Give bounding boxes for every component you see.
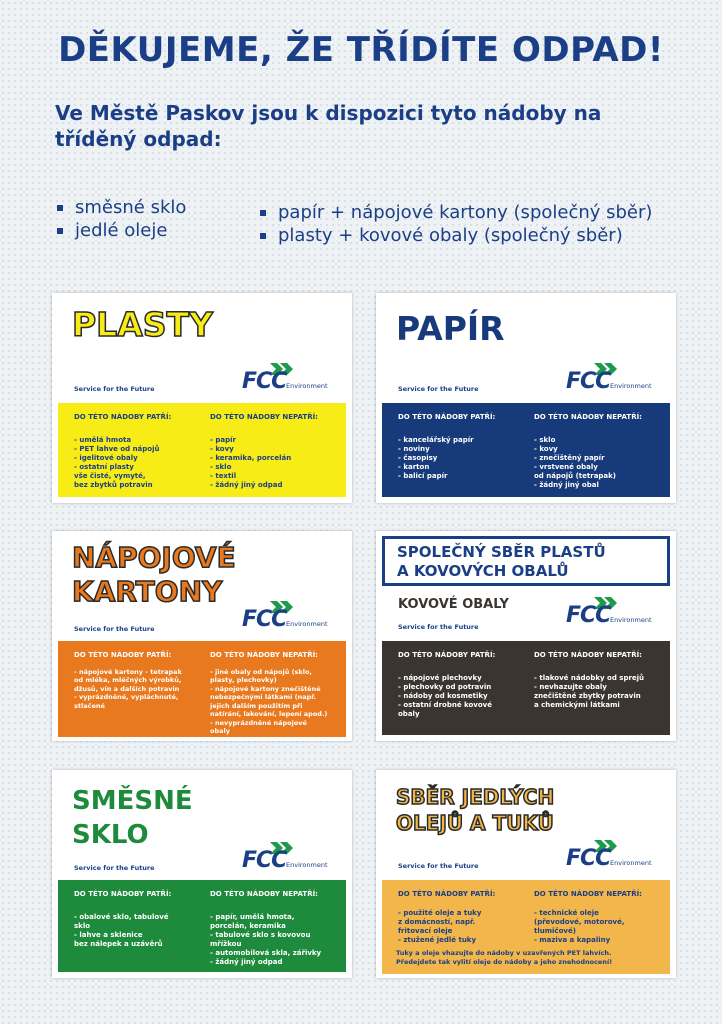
card-oleje <box>376 770 676 978</box>
card-papir <box>376 293 676 503</box>
fcc-logo: FCC Environment <box>242 842 334 872</box>
info-panel: DO TÉTO NÁDOBY PATŘÍ: - použité oleje a tuky z domácností, např. fritovací oleje - ztužené jedlé tuky DO TÉTO NÁDOBY NEPATŘÍ: - technické oleje (převodové, motorové, tlumičové) - maziva a kapaliny Tuky a oleje vhazujte do nádoby v uzavřených PET lahvích. Předejdete tak vylití oleje do nádoby a jeho znehodnocení! <box>382 880 670 974</box>
fcc-logo: FCC Environment <box>566 840 658 870</box>
page-subtitle: Ve Městě Paskov jsou k dispozici tyto nádoby na tříděný odpad: <box>55 101 602 151</box>
service-tagline: Service for the Future <box>74 864 155 872</box>
service-tagline: Service for the Future <box>74 625 155 633</box>
page-title: DĚKUJEME, ŽE TŘÍDÍTE ODPAD! <box>58 30 664 70</box>
fcc-logo: FCC Environment <box>242 363 334 393</box>
info-panel: DO TÉTO NÁDOBY PATŘÍ: - nápojové kartony - tetrapak od mléka, mléčných výrobků, džusů, vín a dalších potravin - vyprázdněné, vypláchnuté, stlačené DO TÉTO NÁDOBY NEPATŘÍ: - jiné obaly od nápojů (sklo, plasty, plechovky) - nápojové kartony znečištěné nebezpečnými látkami (např. jejich dalším použitím při natírání, lakování, lepení apod.) - nevyprázdněné nápojové obaly <box>58 641 346 737</box>
container-list-left <box>55 196 186 242</box>
card-title: PLASTY <box>72 305 213 344</box>
info-panel: DO TÉTO NÁDOBY PATŘÍ: - nápojové plechovky - plechovky od potravin - nádoby od kosmetiky - ostatní drobné kovové obaly DO TÉTO NÁDOBY NEPATŘÍ: - tlakové nádobky od sprejů - nevhazujte obaly znečištěné zbytky potravin a chemickými látkami <box>382 641 670 735</box>
list-item: jedlé oleje <box>55 219 186 242</box>
card-sklo <box>52 770 352 978</box>
service-tagline: Service for the Future <box>74 385 155 393</box>
fcc-logo: FCC Environment <box>566 597 658 627</box>
card-plasty <box>52 293 352 503</box>
info-panel: DO TÉTO NÁDOBY PATŘÍ: - obalové sklo, tabulové sklo - lahve a sklenice bez nálepek a uzávěrů DO TÉTO NÁDOBY NEPATŘÍ: - papír, umělá hmota, porcelán, keramika - tabulové sklo s kovovou mřížkou - automobilová skla, zářivky - žádný jiný odpad <box>58 880 346 972</box>
fcc-logo: FCC Environment <box>566 363 658 393</box>
service-tagline: Service for the Future <box>398 385 479 393</box>
card-title: KOVOVÉ OBALY <box>398 597 509 612</box>
card-kovy <box>376 531 676 741</box>
info-panel: DO TÉTO NÁDOBY PATŘÍ: - umělá hmota - PET lahve od nápojů - igelitové obaly - ostatní plasty vše čisté, vymyté, bez zbytků potravin DO TÉTO NÁDOBY NEPATŘÍ: - papír - kovy - keramika, porcelán - sklo - textil - žádný jiný odpad <box>58 403 346 497</box>
service-tagline: Service for the Future <box>398 862 479 870</box>
list-item: směsné sklo <box>55 196 186 219</box>
info-panel: DO TÉTO NÁDOBY PATŘÍ: - kancelářský papír - noviny - časopisy - karton - balicí papír DO TÉTO NÁDOBY NEPATŘÍ: - sklo - kovy - znečištěný papír - vrstvené obaly od nápojů (tetrapak) - žádný jiný obal <box>382 403 670 497</box>
service-tagline: Service for the Future <box>398 623 479 631</box>
card-title: SBĚR JEDLÝCH OLEJŮ A TUKŮ <box>396 785 555 835</box>
card-kartony <box>52 531 352 741</box>
card-title: SMĚSNÉ SKLO <box>72 786 193 850</box>
list-item: plasty + kovové obaly (společný sběr) <box>258 224 652 247</box>
fcc-logo: FCC Environment <box>242 601 334 631</box>
oil-note: Tuky a oleje vhazujte do nádoby v uzavřených PET lahvích. Předejdete tak vylití oleje do nádoby a jeho znehodnocení! <box>396 949 613 966</box>
container-list-right <box>258 201 652 247</box>
card-title: PAPÍR <box>396 309 505 348</box>
list-item: papír + nápojové kartony (společný sběr) <box>258 201 652 224</box>
card-title: NÁPOJOVÉ KARTONY <box>72 541 236 608</box>
banner-title: SPOLEČNÝ SBĚR PLASTŮ A KOVOVÝCH OBALŮ <box>382 536 670 586</box>
